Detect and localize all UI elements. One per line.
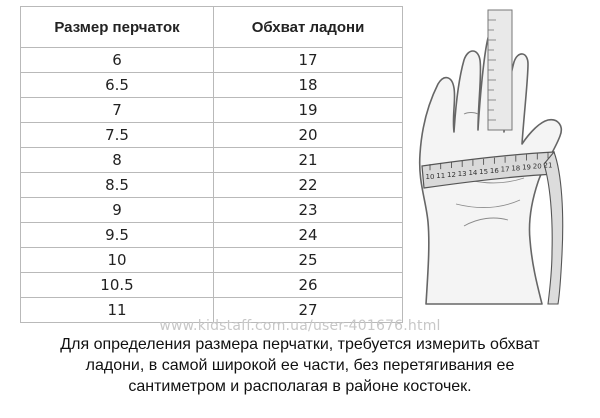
- tape-number: 11: [436, 172, 446, 181]
- instruction-line: ладони, в самой широкой ее части, без перетягивания ее: [85, 357, 515, 374]
- measuring-tape-finger: [488, 10, 512, 130]
- tape-number: 18: [511, 164, 521, 173]
- glove-size-cell: 7.5: [21, 123, 214, 148]
- hand-measurement-illustration: [404, 4, 600, 309]
- palm-girth-cell: 17: [214, 48, 403, 73]
- tape-number: 19: [522, 163, 532, 172]
- palm-girth-cell: 19: [214, 98, 403, 123]
- glove-size-cell: 11: [21, 298, 214, 323]
- glove-size-table: [20, 6, 403, 323]
- palm-girth-cell: 25: [214, 248, 403, 273]
- tape-number: 16: [489, 166, 499, 175]
- tape-number: 21: [543, 161, 553, 170]
- table-row: [21, 248, 403, 273]
- palm-girth-cell: 27: [214, 298, 403, 323]
- table-row: [21, 98, 403, 123]
- header-palm-girth: Обхват ладони: [214, 7, 403, 48]
- tape-number: 20: [532, 162, 542, 171]
- palm-girth-cell: 18: [214, 73, 403, 98]
- table-row: [21, 173, 403, 198]
- watermark-url: www.kidstaff.com.ua/user-401676.html: [159, 318, 441, 334]
- palm-girth-cell: 23: [214, 198, 403, 223]
- tape-number: 15: [479, 167, 489, 176]
- table-row: [21, 198, 403, 223]
- instruction-line: Для определения размера перчатки, требуется измерить обхват: [60, 336, 540, 353]
- palm-girth-cell: 26: [214, 273, 403, 298]
- table-row: [21, 223, 403, 248]
- table-row: [21, 148, 403, 173]
- table-row: [21, 273, 403, 298]
- header-glove-size: Размер перчаток: [21, 7, 214, 48]
- glove-size-cell: 10.5: [21, 273, 214, 298]
- glove-size-cell: 9: [21, 198, 214, 223]
- palm-girth-cell: 20: [214, 123, 403, 148]
- tape-number: 12: [446, 171, 456, 180]
- table-row: [21, 73, 403, 98]
- table-header-row: [21, 7, 403, 48]
- palm-girth-cell: 22: [214, 173, 403, 198]
- palm-girth-cell: 21: [214, 148, 403, 173]
- measurement-instructions: [30, 334, 570, 397]
- glove-size-cell: 10: [21, 248, 214, 273]
- table-row: [21, 48, 403, 73]
- tape-number: 14: [468, 168, 478, 177]
- glove-size-cell: 6: [21, 48, 214, 73]
- glove-size-cell: 8.5: [21, 173, 214, 198]
- instruction-line: сантиметром и располагая в районе косточек.: [128, 378, 472, 395]
- glove-size-cell: 9.5: [21, 223, 214, 248]
- table-row: [21, 123, 403, 148]
- tape-number: 13: [457, 169, 467, 178]
- glove-size-cell: 8: [21, 148, 214, 173]
- glove-size-cell: 7: [21, 98, 214, 123]
- palm-girth-cell: 24: [214, 223, 403, 248]
- tape-number: 10: [425, 173, 435, 182]
- glove-size-cell: 6.5: [21, 73, 214, 98]
- tape-number: 17: [500, 165, 510, 174]
